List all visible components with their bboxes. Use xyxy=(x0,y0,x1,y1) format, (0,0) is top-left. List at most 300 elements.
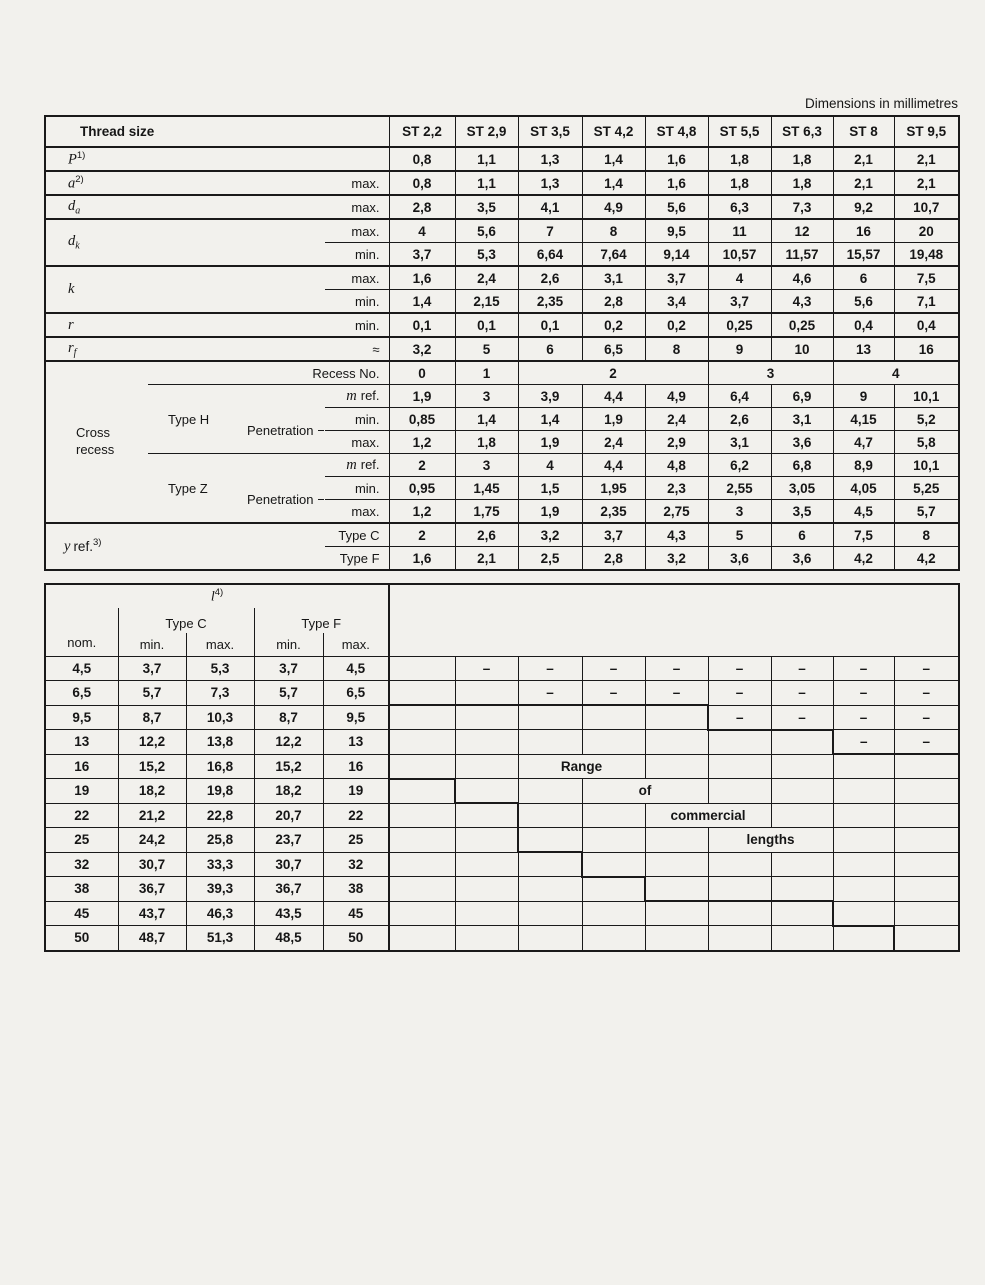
value-cell: 30,7 xyxy=(254,852,323,877)
empty-cell xyxy=(894,779,959,804)
value-cell: 0,8 xyxy=(389,147,455,171)
cross-recess-line2: recess xyxy=(76,442,115,457)
value-cell: 15,2 xyxy=(118,754,186,779)
value-cell: 3,5 xyxy=(455,195,518,219)
symbol-p: P xyxy=(68,151,77,168)
row-label-dk xyxy=(45,219,325,266)
dash-cell: – xyxy=(771,681,833,706)
value-cell: 0,1 xyxy=(455,313,518,337)
empty-cell xyxy=(833,852,894,877)
range-word-cell: ST 8 xyxy=(833,116,894,147)
empty-cell xyxy=(645,828,708,853)
value-cell: 1,8 xyxy=(771,171,833,195)
empty-cell xyxy=(455,877,518,902)
symbol-d: d xyxy=(68,233,76,250)
empty-cell xyxy=(455,828,518,853)
value-cell: 1,9 xyxy=(389,385,455,408)
symbol-l: l xyxy=(210,589,215,605)
value-cell: 8 xyxy=(645,337,708,361)
qualifier-m-ref xyxy=(325,454,389,477)
value-cell: 6 xyxy=(833,266,894,290)
empty-cell xyxy=(389,681,455,706)
empty-cell xyxy=(582,852,645,877)
value-cell: 3 xyxy=(455,385,518,408)
range-header-area xyxy=(389,584,959,657)
dash-cell: – xyxy=(708,681,771,706)
value-cell: 4,4 xyxy=(582,454,645,477)
table-row xyxy=(45,877,959,902)
value-cell: 9 xyxy=(833,385,894,408)
value-cell: 3,2 xyxy=(389,337,455,361)
table-row xyxy=(45,337,959,361)
value-cell: 4,5 xyxy=(323,657,389,681)
empty-cell xyxy=(455,754,518,779)
penetration-label: Penetration xyxy=(243,477,325,524)
table-row xyxy=(45,705,959,730)
value-cell: 4,15 xyxy=(833,408,894,431)
qualifier-m-ref xyxy=(325,385,389,408)
subscript-a: a xyxy=(75,205,81,217)
value-cell: 6,2 xyxy=(708,454,771,477)
value-cell: 1,8 xyxy=(455,431,518,454)
value-cell: 4,3 xyxy=(771,290,833,314)
dash-cell: – xyxy=(833,705,894,730)
empty-cell xyxy=(708,877,771,902)
empty-cell xyxy=(894,828,959,853)
range-word-cell: ST 9,5 xyxy=(894,116,959,147)
value-cell: 3 xyxy=(708,361,833,385)
empty-cell xyxy=(708,730,771,755)
empty-cell xyxy=(833,754,894,779)
value-cell: 2,1 xyxy=(894,171,959,195)
empty-cell xyxy=(771,926,833,951)
qualifier-type-f: Type F xyxy=(325,547,389,571)
value-cell: 7,3 xyxy=(186,681,254,706)
value-cell: 2,8 xyxy=(582,547,645,571)
value-cell: 4,2 xyxy=(894,547,959,571)
value-cell: 3,05 xyxy=(771,477,833,500)
empty-cell xyxy=(582,705,645,730)
empty-cell xyxy=(389,877,455,902)
empty-cell xyxy=(389,926,455,951)
empty-cell xyxy=(389,657,455,681)
empty-cell xyxy=(389,779,455,804)
empty-cell xyxy=(645,926,708,951)
value-cell: 3,1 xyxy=(771,408,833,431)
value-cell: 3,2 xyxy=(518,523,582,547)
empty-cell xyxy=(894,926,959,951)
value-cell: 32 xyxy=(45,852,118,877)
value-cell: 1,4 xyxy=(455,408,518,431)
row-label-da xyxy=(45,195,325,219)
penetration-label: Penetration xyxy=(243,408,325,454)
value-cell: 8 xyxy=(582,219,645,243)
dash-cell: – xyxy=(833,730,894,755)
dash-cell: – xyxy=(582,657,645,681)
table-row xyxy=(45,219,959,243)
thread-dimensions-table xyxy=(44,115,960,571)
empty-cell xyxy=(894,754,959,779)
range-word-cell: of xyxy=(582,779,708,804)
table-row xyxy=(45,116,959,147)
value-cell: 51,3 xyxy=(186,926,254,951)
empty-cell xyxy=(833,926,894,951)
value-cell: 50 xyxy=(323,926,389,951)
empty-cell xyxy=(455,901,518,926)
footnote-ref: 3) xyxy=(92,537,102,549)
value-cell: 2,6 xyxy=(455,523,518,547)
empty-cell xyxy=(455,926,518,951)
symbol-r: r xyxy=(68,339,74,356)
table-row xyxy=(45,657,959,681)
empty-cell xyxy=(518,779,582,804)
empty-cell xyxy=(518,852,582,877)
table-row xyxy=(45,901,959,926)
value-cell: 2,4 xyxy=(645,408,708,431)
value-cell: 4,05 xyxy=(833,477,894,500)
dash-cell: – xyxy=(582,681,645,706)
recess-no-label: Recess No. xyxy=(148,361,389,385)
value-cell: 5 xyxy=(455,337,518,361)
dash-cell: – xyxy=(894,730,959,755)
value-cell: 6,5 xyxy=(45,681,118,706)
value-cell: 43,7 xyxy=(118,901,186,926)
thread-size-header: Thread size xyxy=(45,116,389,147)
value-cell: 10 xyxy=(771,337,833,361)
empty-cell xyxy=(645,877,708,902)
value-cell: 23,7 xyxy=(254,828,323,853)
value-cell: 4,6 xyxy=(771,266,833,290)
table-row xyxy=(45,779,959,804)
value-cell: 1,6 xyxy=(389,266,455,290)
row-label-r xyxy=(45,313,325,337)
empty-cell xyxy=(833,779,894,804)
value-cell: 1,6 xyxy=(389,547,455,571)
value-cell: 5,25 xyxy=(894,477,959,500)
range-word-cell: commercial xyxy=(645,803,771,828)
empty-cell xyxy=(389,803,455,828)
value-cell: 16,8 xyxy=(186,754,254,779)
table-row xyxy=(45,361,959,385)
value-cell: 50 xyxy=(45,926,118,951)
value-cell: 3,9 xyxy=(518,385,582,408)
value-cell: 16 xyxy=(894,337,959,361)
value-cell: 1,4 xyxy=(582,147,645,171)
value-cell: 9,14 xyxy=(645,243,708,267)
value-cell: 4 xyxy=(708,266,771,290)
value-cell: 3,7 xyxy=(389,243,455,267)
empty-cell xyxy=(645,901,708,926)
qualifier-min: min. xyxy=(325,313,389,337)
qualifier-min: min. xyxy=(325,243,389,267)
value-cell: 3,5 xyxy=(771,500,833,524)
symbol-d: d xyxy=(68,197,76,214)
value-cell: 36,7 xyxy=(254,877,323,902)
value-cell: 3,2 xyxy=(645,547,708,571)
empty-cell xyxy=(582,730,645,755)
symbol-k: k xyxy=(68,281,75,297)
value-cell: 12,2 xyxy=(254,730,323,755)
value-cell: 9,5 xyxy=(645,219,708,243)
value-cell: 0,8 xyxy=(389,171,455,195)
value-cell: 1,6 xyxy=(645,171,708,195)
table-row xyxy=(45,266,959,290)
table-row xyxy=(45,803,959,828)
value-cell: 0,4 xyxy=(833,313,894,337)
empty-cell xyxy=(708,852,771,877)
table-row xyxy=(45,681,959,706)
value-cell: 4 xyxy=(518,454,582,477)
value-cell: 5,6 xyxy=(455,219,518,243)
value-cell: 2,4 xyxy=(455,266,518,290)
type-h-label: Type H xyxy=(168,411,210,427)
value-cell: 7,1 xyxy=(894,290,959,314)
value-cell: 22 xyxy=(45,803,118,828)
value-cell: 3,7 xyxy=(708,290,771,314)
value-cell: 3 xyxy=(708,500,771,524)
value-cell: 6,5 xyxy=(323,681,389,706)
table-row xyxy=(45,454,959,477)
value-cell: 7,64 xyxy=(582,243,645,267)
empty-cell xyxy=(771,779,833,804)
value-cell: 8 xyxy=(894,523,959,547)
empty-cell xyxy=(894,803,959,828)
empty-cell xyxy=(518,926,582,951)
value-cell: 10,1 xyxy=(894,385,959,408)
empty-cell xyxy=(771,730,833,755)
value-cell: 8,9 xyxy=(833,454,894,477)
value-cell: 2,9 xyxy=(645,431,708,454)
value-cell: 3 xyxy=(455,454,518,477)
value-cell: 19,8 xyxy=(186,779,254,804)
value-cell: 30,7 xyxy=(118,852,186,877)
value-cell: 0,2 xyxy=(582,313,645,337)
value-cell: 2,3 xyxy=(645,477,708,500)
value-cell: 0,4 xyxy=(894,313,959,337)
value-cell: 0,25 xyxy=(771,313,833,337)
value-cell: 45 xyxy=(45,901,118,926)
empty-cell xyxy=(582,901,645,926)
value-cell: 5,3 xyxy=(455,243,518,267)
empty-cell xyxy=(582,877,645,902)
value-cell: 10,7 xyxy=(894,195,959,219)
value-cell: 33,3 xyxy=(186,852,254,877)
value-cell: 2,1 xyxy=(455,547,518,571)
value-cell: 25 xyxy=(45,828,118,853)
table-row xyxy=(45,754,959,779)
value-cell: 4,4 xyxy=(582,385,645,408)
dash-cell: – xyxy=(894,705,959,730)
value-cell: 10,57 xyxy=(708,243,771,267)
symbol-r: r xyxy=(68,316,74,333)
value-cell: 3,7 xyxy=(254,657,323,681)
qualifier-approx: ≈ xyxy=(325,337,389,361)
value-cell: 0,1 xyxy=(389,313,455,337)
empty-cell xyxy=(518,803,582,828)
col-header-type-c: Type C xyxy=(165,616,207,631)
dimensions-note: Dimensions in millimetres xyxy=(804,96,958,111)
value-cell: 12,2 xyxy=(118,730,186,755)
col-header-max: max. xyxy=(323,633,389,657)
value-cell: 36,7 xyxy=(118,877,186,902)
value-cell: 20,7 xyxy=(254,803,323,828)
value-cell: 7,5 xyxy=(833,523,894,547)
value-cell: 1,9 xyxy=(518,431,582,454)
dash-cell: – xyxy=(518,681,582,706)
table-row xyxy=(45,523,959,547)
value-cell: 18,2 xyxy=(254,779,323,804)
range-word-cell: ST 6,3 xyxy=(771,116,833,147)
value-cell: 1,95 xyxy=(582,477,645,500)
empty-cell xyxy=(455,705,518,730)
empty-cell xyxy=(708,926,771,951)
row-label-a xyxy=(45,171,325,195)
length-symbol-header xyxy=(45,584,389,608)
value-cell: 2,75 xyxy=(645,500,708,524)
qualifier-max: max. xyxy=(325,500,389,524)
empty-cell xyxy=(455,730,518,755)
value-cell: 2,1 xyxy=(833,171,894,195)
empty-cell xyxy=(389,852,455,877)
table-row xyxy=(45,171,959,195)
table-row xyxy=(45,730,959,755)
qualifier-min: min. xyxy=(325,408,389,431)
value-cell: 16 xyxy=(45,754,118,779)
value-cell: 0,95 xyxy=(389,477,455,500)
value-cell: 5 xyxy=(708,523,771,547)
value-cell: 5,6 xyxy=(833,290,894,314)
col-header-max: max. xyxy=(186,633,254,657)
value-cell: 4,9 xyxy=(582,195,645,219)
value-cell: 5,7 xyxy=(118,681,186,706)
value-cell: 3,4 xyxy=(645,290,708,314)
value-cell: 0,85 xyxy=(389,408,455,431)
dash-cell: – xyxy=(833,681,894,706)
value-cell: 16 xyxy=(833,219,894,243)
value-cell: 2,5 xyxy=(518,547,582,571)
empty-cell xyxy=(518,730,582,755)
value-cell: 3,7 xyxy=(582,523,645,547)
value-cell: 19,48 xyxy=(894,243,959,267)
value-cell: 4,7 xyxy=(833,431,894,454)
table-row xyxy=(45,584,959,608)
value-cell: 6,64 xyxy=(518,243,582,267)
value-cell: 2,35 xyxy=(518,290,582,314)
value-cell: 1,9 xyxy=(518,500,582,524)
table-row xyxy=(45,195,959,219)
empty-cell xyxy=(708,779,771,804)
dash-cell: – xyxy=(518,657,582,681)
dash-cell: – xyxy=(894,657,959,681)
dash-cell: – xyxy=(708,705,771,730)
empty-cell xyxy=(518,705,582,730)
dash-cell: – xyxy=(771,657,833,681)
value-cell: 4,8 xyxy=(645,454,708,477)
value-cell: 1,75 xyxy=(455,500,518,524)
col-header-type-f: Type F xyxy=(254,608,389,633)
value-cell: 3,6 xyxy=(708,547,771,571)
value-cell: 2,55 xyxy=(708,477,771,500)
table-row xyxy=(45,313,959,337)
value-cell: 1,5 xyxy=(518,477,582,500)
table-row xyxy=(45,852,959,877)
value-cell: 19 xyxy=(323,779,389,804)
empty-cell xyxy=(582,926,645,951)
value-cell: 1 xyxy=(455,361,518,385)
value-cell: 7,3 xyxy=(771,195,833,219)
value-cell: 4 xyxy=(833,361,959,385)
table-row xyxy=(45,828,959,853)
dash-cell: – xyxy=(833,657,894,681)
value-cell: 5,7 xyxy=(894,500,959,524)
value-cell: 3,6 xyxy=(771,547,833,571)
value-cell: 6 xyxy=(771,523,833,547)
value-cell: 5,7 xyxy=(254,681,323,706)
value-cell: 15,57 xyxy=(833,243,894,267)
empty-cell xyxy=(389,828,455,853)
value-cell: 2,15 xyxy=(455,290,518,314)
value-cell: 6,5 xyxy=(582,337,645,361)
value-cell: 18,2 xyxy=(118,779,186,804)
type-z-label: Type Z xyxy=(148,454,243,524)
value-cell: 7 xyxy=(518,219,582,243)
cross-recess-line1: Cross xyxy=(76,425,110,441)
empty-cell xyxy=(518,828,582,853)
value-cell: 13 xyxy=(45,730,118,755)
empty-cell xyxy=(455,803,518,828)
subscript-f: f xyxy=(73,347,77,359)
empty-cell xyxy=(389,705,455,730)
empty-cell xyxy=(708,754,771,779)
value-cell: 2,35 xyxy=(582,500,645,524)
value-cell: 4,9 xyxy=(645,385,708,408)
value-cell: 2,8 xyxy=(582,290,645,314)
value-cell: 9,5 xyxy=(45,705,118,730)
value-cell: 2 xyxy=(389,523,455,547)
value-cell: 0,1 xyxy=(518,313,582,337)
value-cell: 10,3 xyxy=(186,705,254,730)
value-cell: 1,2 xyxy=(389,500,455,524)
empty-cell xyxy=(645,852,708,877)
empty-cell xyxy=(518,877,582,902)
qualifier-type-c: Type C xyxy=(325,523,389,547)
value-cell: 20 xyxy=(894,219,959,243)
range-word-cell: lengths xyxy=(708,828,833,853)
qualifier-min: min. xyxy=(325,290,389,314)
value-cell: 3,1 xyxy=(708,431,771,454)
table-row xyxy=(45,385,959,408)
row-label-y-ref xyxy=(45,523,325,570)
value-cell: 2 xyxy=(389,454,455,477)
empty-cell xyxy=(708,901,771,926)
range-word-cell: ST 2,2 xyxy=(389,116,455,147)
value-cell: 6,4 xyxy=(708,385,771,408)
col-header-nom: nom. xyxy=(45,608,118,657)
footnote-ref: 4) xyxy=(214,587,224,599)
value-cell: 1,3 xyxy=(518,147,582,171)
dash-cell: – xyxy=(771,705,833,730)
value-cell: 16 xyxy=(323,754,389,779)
empty-cell xyxy=(645,705,708,730)
table-row xyxy=(45,926,959,951)
value-cell: 2,6 xyxy=(518,266,582,290)
value-cell: 48,5 xyxy=(254,926,323,951)
empty-cell xyxy=(389,901,455,926)
m-ref-text: ref. xyxy=(360,387,380,403)
footnote-ref: 1) xyxy=(76,149,86,161)
value-cell: 4,5 xyxy=(833,500,894,524)
empty-cell xyxy=(833,828,894,853)
